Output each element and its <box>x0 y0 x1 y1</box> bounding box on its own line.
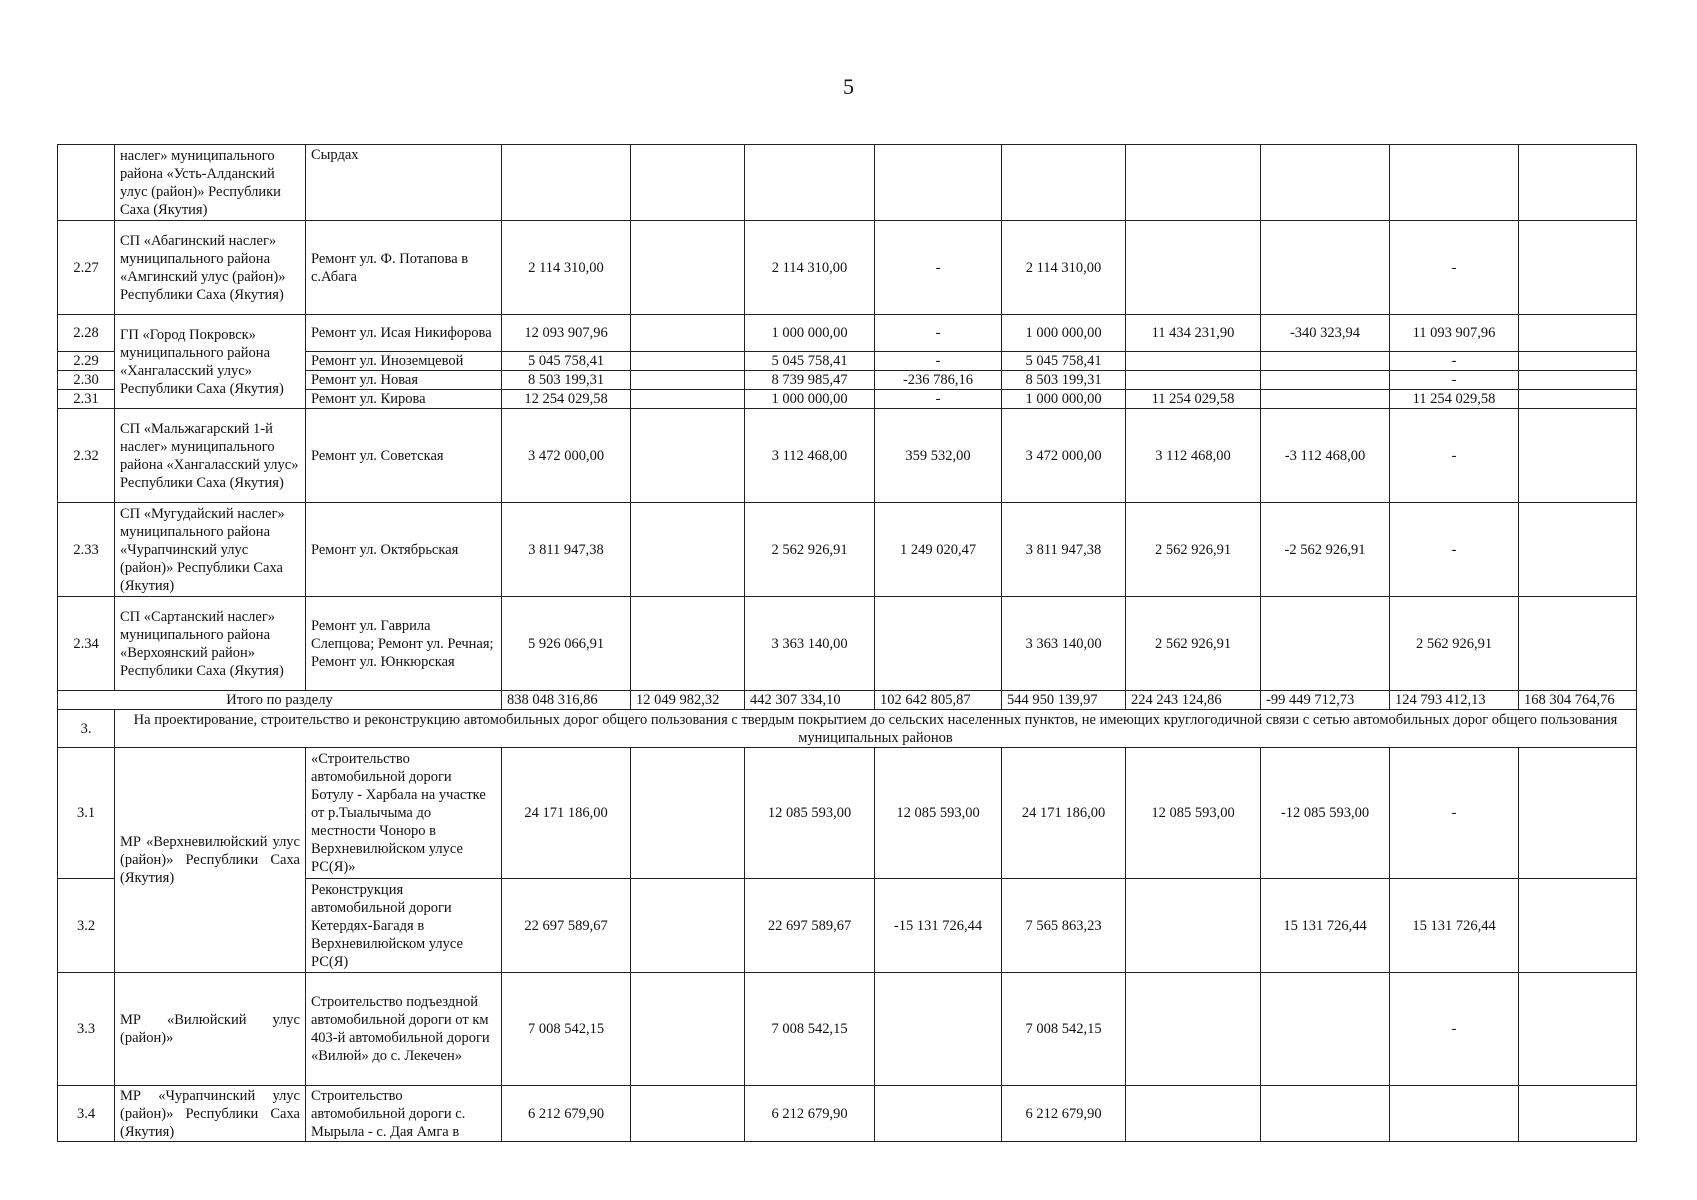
amount-cell: 1 000 000,00 <box>1002 390 1126 409</box>
amount-cell: - <box>1390 409 1519 503</box>
amount-cell <box>631 597 745 691</box>
amount-cell: 12 254 029,58 <box>502 390 631 409</box>
amount-cell: -2 562 926,91 <box>1261 503 1390 597</box>
total-cell: 102 642 805,87 <box>875 691 1002 710</box>
amount-cell: -340 323,94 <box>1261 315 1390 352</box>
amount-cell: 6 212 679,90 <box>502 1086 631 1142</box>
amount-cell: 3 112 468,00 <box>745 409 875 503</box>
org-cell: СП «Мугудайский наслег» муниципального района «Чурапчинский улус (район)» Республики Саха (Якутия) <box>115 503 306 597</box>
amount-cell: 3 363 140,00 <box>745 597 875 691</box>
amount-cell <box>1519 352 1637 371</box>
table-row <box>58 221 1637 315</box>
amount-cell: - <box>1390 748 1519 879</box>
amount-cell <box>631 221 745 315</box>
object-cell: Строительство автомобильной дороги с. Мырыла - с. Дая Амга в <box>306 1086 502 1142</box>
amount-cell: -15 131 726,44 <box>875 879 1002 973</box>
amount-cell <box>1261 1086 1390 1142</box>
amount-cell <box>631 371 745 390</box>
section-number: 3. <box>58 710 115 748</box>
object-cell: Ремонт ул. Иноземцевой <box>306 352 502 371</box>
page-number: 5 <box>843 74 854 99</box>
amount-cell <box>631 748 745 879</box>
amount-cell: 2 114 310,00 <box>745 221 875 315</box>
object-cell: Ремонт ул. Гаврила Слепцова; Ремонт ул. Речная; Ремонт ул. Юнкюрская <box>306 597 502 691</box>
object-cell: Ремонт ул. Советская <box>306 409 502 503</box>
row-number: 2.30 <box>58 371 115 390</box>
total-cell: 168 304 764,76 <box>1519 691 1637 710</box>
amount-cell: 1 000 000,00 <box>745 390 875 409</box>
amount-cell <box>631 503 745 597</box>
amount-cell: 8 739 985,47 <box>745 371 875 390</box>
table-row <box>58 315 1637 352</box>
amount-cell: 3 472 000,00 <box>502 409 631 503</box>
amount-cell: - <box>1390 221 1519 315</box>
org-cell: МР «Вилюйский улус (район)» <box>115 973 306 1086</box>
table-row <box>58 503 1637 597</box>
org-cell: СП «Абагинский наслег» муниципального района «Амгинский улус (район)» Республики Саха (Якутия) <box>115 221 306 315</box>
row-number: 2.27 <box>58 221 115 315</box>
amount-cell <box>1519 409 1637 503</box>
amount-cell: - <box>1390 352 1519 371</box>
table-row <box>58 597 1637 691</box>
amount-cell: 3 811 947,38 <box>502 503 631 597</box>
amount-cell: - <box>875 352 1002 371</box>
object-cell: Строительство подъездной автомобильной дороги от км 403-й автомобильной дороги «Вилюй» до с. Лекечен» <box>306 973 502 1086</box>
table-row <box>58 973 1637 1086</box>
amount-cell <box>1519 1086 1637 1142</box>
amount-cell <box>1519 973 1637 1086</box>
amount-cell: 2 114 310,00 <box>502 221 631 315</box>
amount-cell: 5 926 066,91 <box>502 597 631 691</box>
table-row <box>58 409 1637 503</box>
amount-cell: -12 085 593,00 <box>1261 748 1390 879</box>
amount-cell <box>1261 390 1390 409</box>
amount-cell <box>1519 503 1637 597</box>
amount-cell: 22 697 589,67 <box>745 879 875 973</box>
amount-cell <box>631 879 745 973</box>
amount-cell: 22 697 589,67 <box>502 879 631 973</box>
amount-cell <box>1519 315 1637 352</box>
row-number: 2.28 <box>58 315 115 352</box>
amount-cell: 7 565 863,23 <box>1002 879 1126 973</box>
amount-cell: 12 085 593,00 <box>1126 748 1261 879</box>
total-cell: 224 243 124,86 <box>1126 691 1261 710</box>
section-header-row <box>58 710 1637 748</box>
amount-cell: 3 112 468,00 <box>1126 409 1261 503</box>
amount-cell: - <box>875 315 1002 352</box>
amount-cell <box>1126 973 1261 1086</box>
total-cell: 124 793 412,13 <box>1390 691 1519 710</box>
amount-cell: 2 562 926,91 <box>1126 503 1261 597</box>
amount-cell: 11 093 907,96 <box>1390 315 1519 352</box>
amount-cell: 12 085 593,00 <box>745 748 875 879</box>
table-row <box>58 145 1637 221</box>
amount-cell: 8 503 199,31 <box>1002 371 1126 390</box>
amount-cell: 5 045 758,41 <box>1002 352 1126 371</box>
org-cell: ГП «Город Покровск» муниципального района «Хангаласский улус» Республики Саха (Якутия) <box>115 315 306 409</box>
amount-cell: 3 472 000,00 <box>1002 409 1126 503</box>
amount-cell: 24 171 186,00 <box>502 748 631 879</box>
amount-cell <box>631 390 745 409</box>
amount-cell: 6 212 679,90 <box>745 1086 875 1142</box>
amount-cell <box>1519 390 1637 409</box>
amount-cell <box>1519 597 1637 691</box>
section-title: На проектирование, строительство и реконструкцию автомобильных дорог общего пользования с твердым покрытием до сельских населенных пунктов, не имеющих круглогодичной связи с сетью автомобильных дорог общего пользования муниципальных районов <box>115 710 1637 748</box>
row-number: 2.33 <box>58 503 115 597</box>
total-cell: 12 049 982,32 <box>631 691 745 710</box>
amount-cell: 11 254 029,58 <box>1126 390 1261 409</box>
amount-cell: 359 532,00 <box>875 409 1002 503</box>
row-number: 3.2 <box>58 879 115 973</box>
amount-cell <box>1261 352 1390 371</box>
amount-cell <box>631 315 745 352</box>
object-cell: Ремонт ул. Ф. Потапова в с.Абага <box>306 221 502 315</box>
row-number: 2.31 <box>58 390 115 409</box>
object-cell: «Строительство автомобильной дороги Ботулу - Харбала на участке от р.Тыалычыма до местности Чоноро в Верхневилюйском улусе РС(Я)» <box>306 748 502 879</box>
amount-cell <box>1390 1086 1519 1142</box>
amount-cell <box>631 973 745 1086</box>
amount-cell <box>1519 879 1637 973</box>
total-row <box>58 691 1637 710</box>
row-number: 2.32 <box>58 409 115 503</box>
amount-cell: 1 000 000,00 <box>1002 315 1126 352</box>
object-cell: Ремонт ул. Новая <box>306 371 502 390</box>
amount-cell <box>1126 352 1261 371</box>
amount-cell <box>1126 371 1261 390</box>
total-cell: 442 307 334,10 <box>745 691 875 710</box>
amount-cell: - <box>875 221 1002 315</box>
amount-cell: 11 254 029,58 <box>1390 390 1519 409</box>
object-cell: Ремонт ул. Кирова <box>306 390 502 409</box>
amount-cell: 1 249 020,47 <box>875 503 1002 597</box>
amount-cell: 8 503 199,31 <box>502 371 631 390</box>
amount-cell: -3 112 468,00 <box>1261 409 1390 503</box>
row-number: 3.4 <box>58 1086 115 1142</box>
org-cell: МР «Верхневилюйский улус (район)» Республики Саха (Якутия) <box>115 748 306 973</box>
amount-cell: 2 562 926,91 <box>745 503 875 597</box>
amount-cell: - <box>1390 503 1519 597</box>
amount-cell: 7 008 542,15 <box>502 973 631 1086</box>
budget-table <box>57 144 1637 1142</box>
amount-cell: 5 045 758,41 <box>745 352 875 371</box>
amount-cell <box>631 409 745 503</box>
amount-cell <box>1126 1086 1261 1142</box>
row-number: 2.29 <box>58 352 115 371</box>
amount-cell: 1 000 000,00 <box>745 315 875 352</box>
amount-cell <box>875 597 1002 691</box>
amount-cell <box>1126 879 1261 973</box>
amount-cell: 2 562 926,91 <box>1390 597 1519 691</box>
amount-cell <box>631 1086 745 1142</box>
amount-cell: - <box>875 390 1002 409</box>
amount-cell: - <box>1390 973 1519 1086</box>
object-cell: Ремонт ул. Октябрьская <box>306 503 502 597</box>
amount-cell: 24 171 186,00 <box>1002 748 1126 879</box>
amount-cell <box>1261 221 1390 315</box>
object-cell: Ремонт ул. Исая Никифорова <box>306 315 502 352</box>
table-row <box>58 748 1637 879</box>
total-cell: 838 048 316,86 <box>502 691 631 710</box>
table-row <box>58 1086 1637 1142</box>
amount-cell: 15 131 726,44 <box>1390 879 1519 973</box>
total-cell: -99 449 712,73 <box>1261 691 1390 710</box>
amount-cell: 12 093 907,96 <box>502 315 631 352</box>
amount-cell <box>875 973 1002 1086</box>
org-cell: СП «Сартанский наслег» муниципального района «Верхоянский район» Республики Саха (Якутия) <box>115 597 306 691</box>
total-label: Итого по разделу <box>58 691 502 710</box>
amount-cell: 6 212 679,90 <box>1002 1086 1126 1142</box>
amount-cell <box>1261 371 1390 390</box>
amount-cell: 3 811 947,38 <box>1002 503 1126 597</box>
amount-cell <box>1519 748 1637 879</box>
amount-cell: 11 434 231,90 <box>1126 315 1261 352</box>
amount-cell <box>631 352 745 371</box>
amount-cell: 7 008 542,15 <box>1002 973 1126 1086</box>
object-cell: Сырдах <box>306 145 502 221</box>
amount-cell: 15 131 726,44 <box>1261 879 1390 973</box>
amount-cell: 12 085 593,00 <box>875 748 1002 879</box>
row-number: 2.34 <box>58 597 115 691</box>
object-cell: Реконструкция автомобильной дороги Кетердях-Багадя в Верхневилюйском улусе РС(Я) <box>306 879 502 973</box>
amount-cell <box>875 1086 1002 1142</box>
amount-cell <box>1519 371 1637 390</box>
row-number: 3.1 <box>58 748 115 879</box>
total-cell: 544 950 139,97 <box>1002 691 1126 710</box>
amount-cell: -236 786,16 <box>875 371 1002 390</box>
amount-cell: 2 114 310,00 <box>1002 221 1126 315</box>
org-cell: МР «Чурапчинский улус (район)» Республики Саха (Якутия) <box>115 1086 306 1142</box>
amount-cell: 5 045 758,41 <box>502 352 631 371</box>
amount-cell <box>1126 221 1261 315</box>
amount-cell <box>1519 221 1637 315</box>
amount-cell: 2 562 926,91 <box>1126 597 1261 691</box>
amount-cell <box>1261 597 1390 691</box>
amount-cell: 7 008 542,15 <box>745 973 875 1086</box>
amount-cell <box>1261 973 1390 1086</box>
row-number: 3.3 <box>58 973 115 1086</box>
org-cell: наслег» муниципального района «Усть-Алданский улус (район)» Республики Саха (Якутия) <box>115 145 306 221</box>
amount-cell: - <box>1390 371 1519 390</box>
amount-cell: 3 363 140,00 <box>1002 597 1126 691</box>
org-cell: СП «Мальжагарский 1-й наслег» муниципального района «Хангаласский улус» Республики Саха (Якутия) <box>115 409 306 503</box>
